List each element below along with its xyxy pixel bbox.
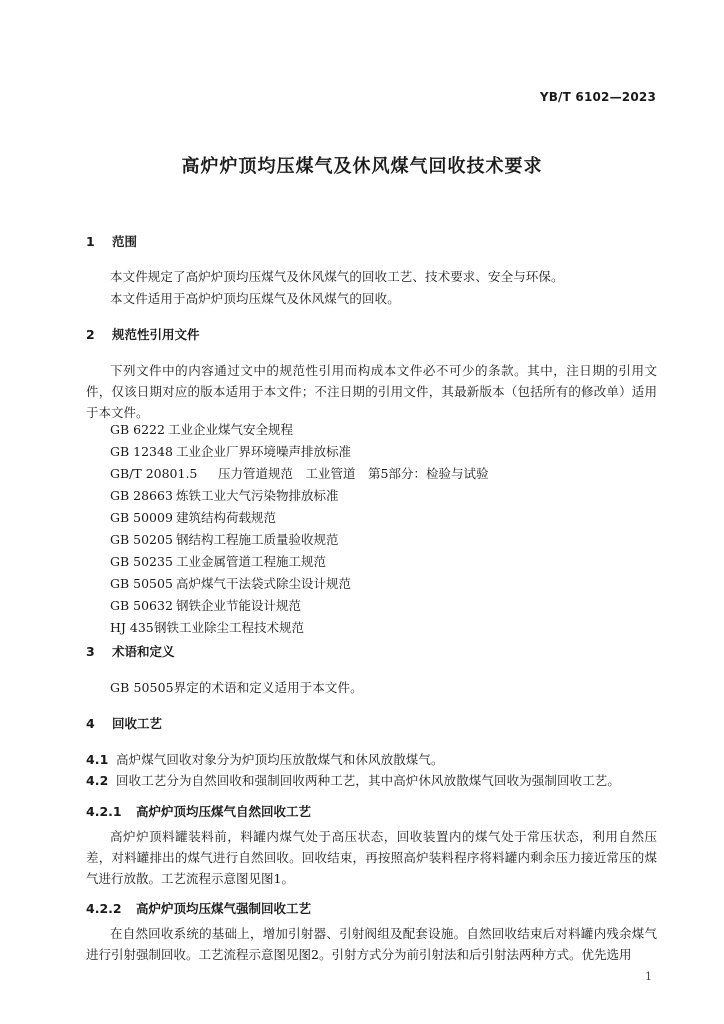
reference-code: GB 6222 (110, 422, 165, 437)
reference-code: GB/T 20801.5 (110, 466, 198, 481)
reference-item (110, 618, 304, 636)
reference-title: 高炉煤气干法袋式除尘设计规范 (176, 576, 352, 591)
reference-title: 钢结构工程施工质量验收规范 (176, 532, 339, 547)
reference-title: 炼铁工业大气污染物排放标准 (176, 488, 339, 503)
section-number: 1 (86, 234, 95, 249)
clause-number: 4.2.1 (86, 804, 122, 819)
reference-title: 工业金属管道工程施工规范 (176, 554, 327, 569)
reference-item (110, 596, 301, 614)
reference-item (110, 530, 339, 548)
clause-number: 4.1 (86, 752, 109, 767)
scope-line-1: 本文件规定了高炉炉顶均压煤气及休风煤气的回收工艺、技术要求、安全与环保。 (110, 269, 564, 284)
reference-item (110, 508, 276, 526)
section-2-heading (86, 325, 200, 343)
standard-code: YB/T 6102—2023 (539, 90, 656, 104)
section-title: 范围 (112, 234, 138, 249)
section-1-heading (86, 232, 137, 250)
reference-code: HJ 435 (110, 620, 154, 635)
clause-4-2-1-heading (86, 802, 311, 820)
section-number: 2 (86, 327, 95, 342)
clause-title: 高炉炉顶均压煤气自然回收工艺 (136, 804, 312, 819)
clause-number: 4.2 (86, 773, 109, 788)
clause-text: 高炉煤气回收对象分为炉顶均压放散煤气和休风放散煤气。 (116, 752, 444, 767)
reference-code: GB 50235 (110, 554, 173, 569)
scope-line-2: 本文件适用于高炉炉顶均压煤气及休风煤气的回收。 (110, 291, 400, 306)
reference-title: 工业企业煤气安全规程 (168, 422, 294, 437)
reference-code: GB 12348 (110, 444, 173, 459)
clause-number: 4.2.2 (86, 901, 122, 916)
section-title: 回收工艺 (112, 716, 163, 731)
reference-code: GB 50205 (110, 532, 173, 547)
clause-4-2-1-text: 高炉炉顶料罐装料前，料罐内煤气处于高压状态，回收装置内的煤气处于常压状态，利用自然压差，对料罐排出的煤气进行自然回收。回收结束，再按照高炉装料程序将料罐内剩余压力接近常压的煤气进行放散。工艺流程示意图见图1。 (86, 829, 657, 886)
page-number: 1 (645, 970, 652, 983)
clause-text: 回收工艺分为自然回收和强制回收两种工艺，其中高炉休风放散煤气回收为强制回收工艺。 (116, 773, 621, 788)
section-title: 规范性引用文件 (112, 327, 200, 342)
reference-code: GB 50632 (110, 598, 173, 613)
reference-item (110, 574, 351, 592)
terms-definitions-text: GB 50505界定的术语和定义适用于本文件。 (110, 680, 363, 695)
section-number: 4 (86, 716, 95, 731)
reference-code: GB 28663 (110, 488, 173, 503)
section-title: 术语和定义 (112, 644, 175, 659)
reference-title: 钢铁工业除尘工程技术规范 (154, 620, 305, 635)
clause-4-2 (86, 771, 620, 789)
reference-title: 钢铁企业节能设计规范 (176, 598, 302, 613)
reference-code: GB 50505 (110, 576, 173, 591)
clause-title: 高炉炉顶均压煤气强制回收工艺 (136, 901, 312, 916)
reference-item (110, 464, 488, 482)
normative-references-intro: 下列文件中的内容通过文中的规范性引用而构成本文件必不可少的条款。其中，注日期的引用文件，仅该日期对应的版本适用于本文件；不注日期的引用文件，其最新版本（包括所有的修改单）适用于本文件。 (86, 363, 657, 420)
clause-4-2-2-heading (86, 899, 311, 917)
reference-item (110, 552, 326, 570)
reference-item (110, 420, 293, 438)
reference-item (110, 486, 339, 504)
section-3-heading (86, 642, 175, 660)
reference-title: 建筑结构荷载规范 (176, 510, 277, 525)
reference-title: 工业企业厂界环境噪声排放标准 (176, 444, 352, 459)
clause-4-2-2-text: 在自然回收系统的基础上，增加引射器、引射阀组及配套设施。自然回收结束后对料罐内残余煤气进行引射强制回收。工艺流程示意图见图2。引射方式分为前引射法和后引射法两种方式。优先选用 (86, 926, 657, 962)
section-number: 3 (86, 644, 95, 659)
reference-code: GB 50009 (110, 510, 173, 525)
reference-title: 压力管道规范 工业管道 第5部分：检验与试验 (218, 466, 489, 481)
reference-item (110, 442, 351, 460)
document-title: 高炉炉顶均压煤气及休风煤气回收技术要求 (181, 156, 543, 177)
clause-4-1 (86, 750, 444, 768)
section-4-heading (86, 714, 162, 732)
